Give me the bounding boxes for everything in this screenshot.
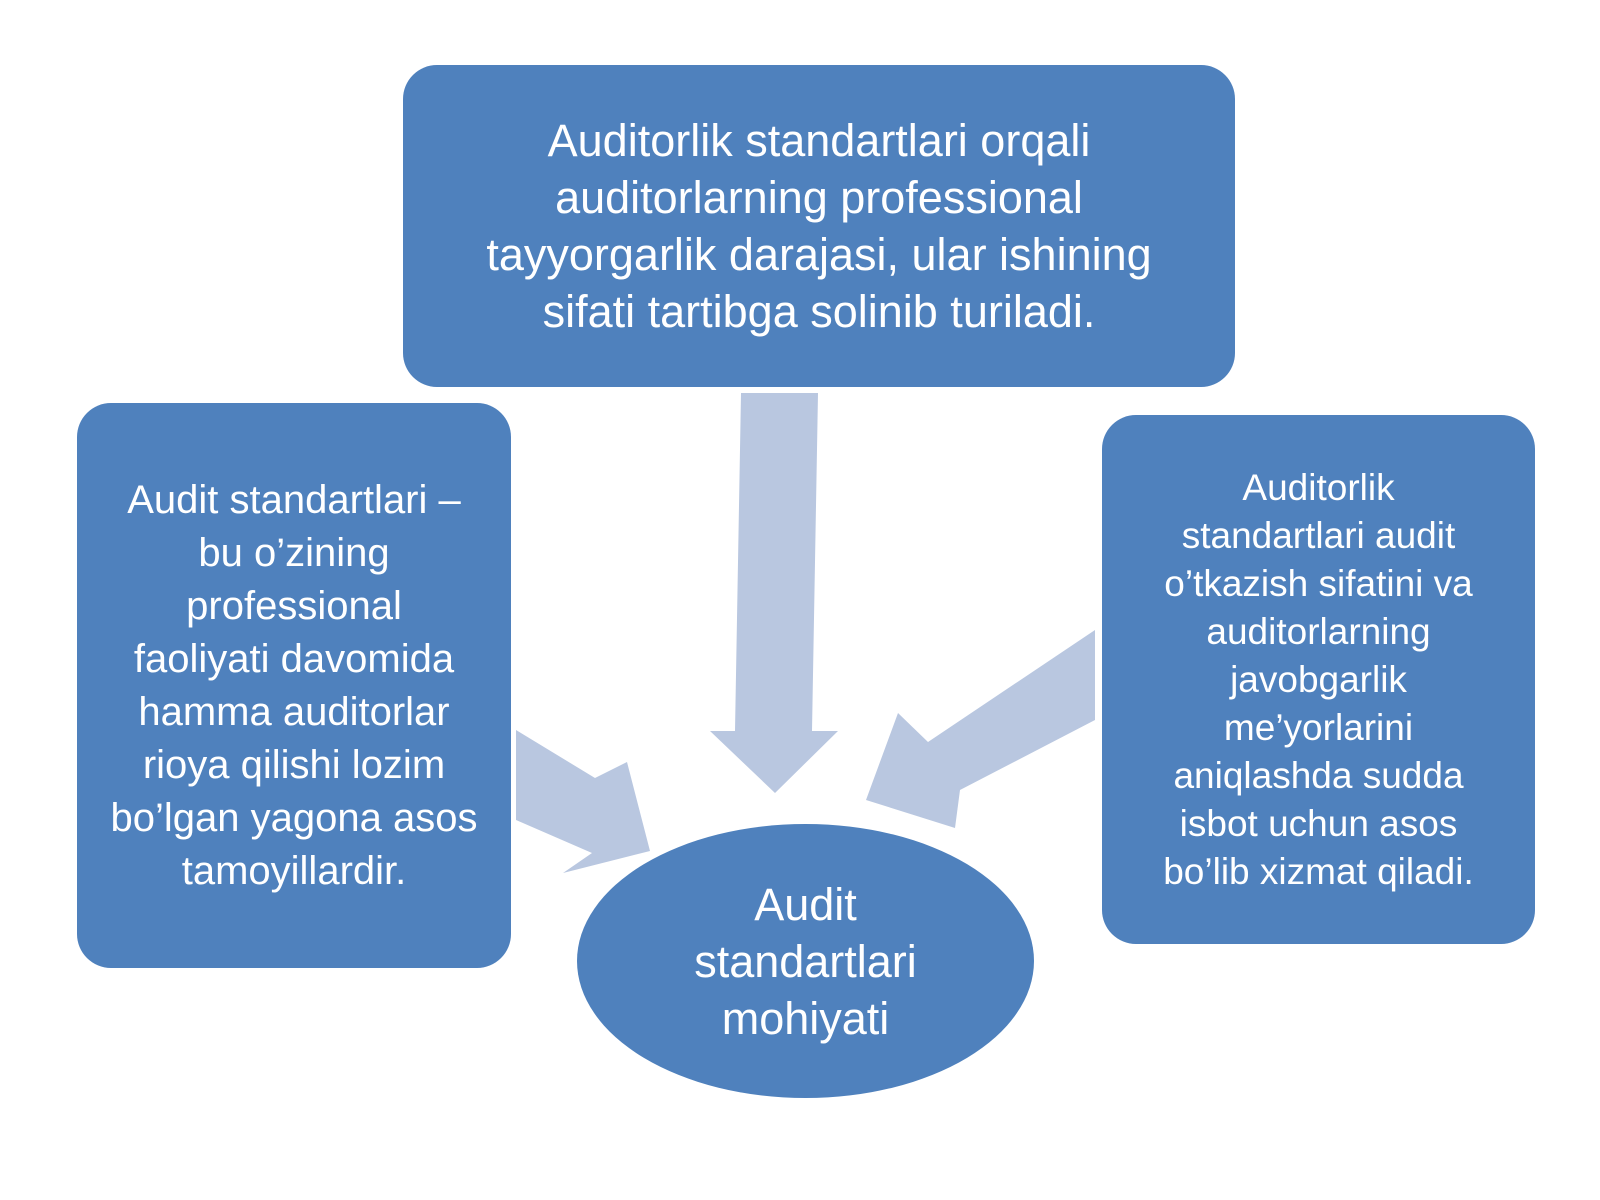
arrow-top-to-center [710,393,838,793]
left-box [77,403,511,968]
right-box-text: Auditorlik standartlari audit o’tkazish sifatini va auditorlarning javobgarlik me’yorlarini aniqlashda sudda isbot uchun asos bo’lib xizmat qiladi. [1163,466,1474,892]
arrow-right-to-center [866,630,1095,828]
top-box-text: Auditorlik standartlari orqali auditorlarning professional tayyorgarlik darajasi, ular ishining sifati tartibga solinib turiladi. [486,115,1152,337]
center-ellipse-text: Audit standartlari mohiyati [694,878,917,1044]
center-ellipse [577,824,1034,1098]
right-box [1102,415,1535,944]
top-box [403,65,1235,387]
arrow-left-to-center [516,730,650,873]
left-box-text: Audit standartlari – bu o’zining professional faoliyati davomida hamma auditorlar rioya qilishi lozim bo’lgan yagona asos tamoyillardir. [110,477,478,893]
